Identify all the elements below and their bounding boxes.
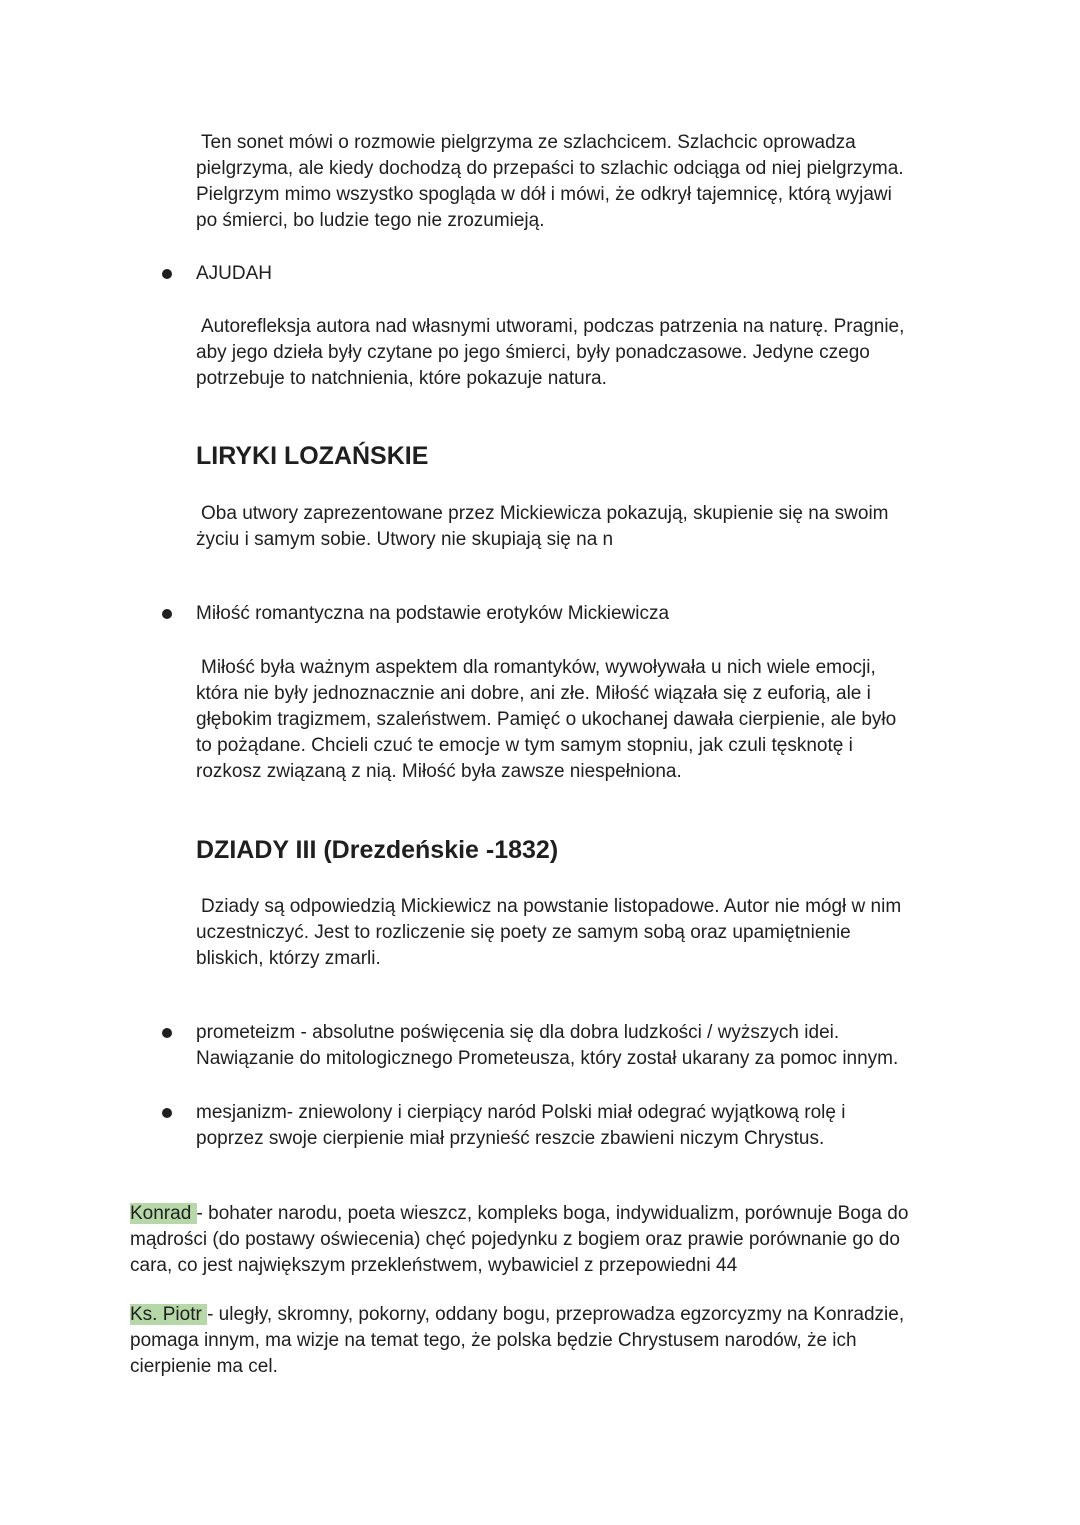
konrad-highlight: Konrad bbox=[130, 1203, 197, 1224]
liryki-intro-paragraph: Oba utwory zaprezentowane przez Mickiewicza pokazują, skupienie się na swoim życiu i samym sobie. Utwory nie skupiają się na n bbox=[196, 503, 889, 550]
milosc-paragraph: Miłość była ważnym aspektem dla romantyków, wywoływała u nich wiele emocji, która nie były jednoznacznie ani dobre, ani złe. Miłość wiązała się z euforią, ale i głębokim tragizmem, szaleństwem. Pamięć o ukochanej dawała cierpienie, ale było to pożądane. Chcieli czuć te emocje w tym samym stopniu, jak czuli tęsknotę i rozkosz związaną z nią. Miłość była zawsze niespełniona. bbox=[196, 657, 897, 782]
ajudah-summary-paragraph: Autorefleksja autora nad własnymi utworami, podczas patrzenia na naturę. Pragnie, aby jego dzieła były czytane po jego śmierci, były ponadczasowe. Jedyne czego potrzebuje to natchnienia, które pokazuje natura. bbox=[196, 316, 905, 389]
dziady-intro-paragraph: Dziady są odpowiedzią Mickiewicz na powstanie listopadowe. Autor nie mógł w nim uczestniczyć. Jest to rozliczenie się poety ze samym sobą oraz upamiętnienie bliskich, którzy zmarli. bbox=[196, 896, 902, 969]
milosc-list-item: Miłość romantyczna na podstawie erotyków Mickiewicza bbox=[196, 603, 670, 624]
piotr-paragraph bbox=[130, 1302, 960, 1380]
prometeizm-list-item: prometeizm - absolutne poświęcenia się dla dobra ludzkości / wyższych idei. Nawiązanie do mitologicznego Prometeusza, który został ukarany za pomoc innym. bbox=[196, 1022, 899, 1069]
sonet-summary-paragraph: Ten sonet mówi o rozmowie pielgrzyma ze szlachcicem. Szlachcic oprowadza pielgrzyma, ale kiedy dochodzą do przepaści to szlachic odciąga od niej pielgrzyma. Pielgrzym mimo wszystko spogląda w dół i mówi, że odkrył tajemnicę, którą wyjawi po śmierci, bo ludzie tego nie zrozumieją. bbox=[196, 132, 904, 231]
piotr-description: - uległy, skromny, pokorny, oddany bogu, przeprowadza egzorcyzmy na Konradzie, pomaga innym, ma wizje na temat tego, że polska będzie Chrystusem narodów, że ich cierpienie ma cel. bbox=[130, 1304, 905, 1377]
bullet-icon bbox=[162, 269, 172, 279]
dziady-heading: DZIADY III (Drezdeńskie -1832) bbox=[196, 836, 559, 864]
konrad-paragraph bbox=[130, 1201, 960, 1279]
piotr-highlight: Ks. Piotr bbox=[130, 1304, 208, 1325]
liryki-heading: LIRYKI LOZAŃSKIE bbox=[196, 442, 429, 470]
konrad-description: - bohater narodu, poeta wieszcz, kompleks boga, indywidualizm, porównuje Boga do mądrości (do postawy oświecenia) chęć pojedynku z bogiem oraz prawie porównanie go do cara, co jest największym przekleństwem, wybawiciel z przepowiedni 44 bbox=[130, 1203, 909, 1276]
mesjanizm-list-item: mesjanizm- zniewolony i cierpiący naród Polski miał odegrać wyjątkową rolę i poprzez swoje cierpienie miał przynieść reszcie zbawieni niczym Chrystus. bbox=[196, 1102, 846, 1149]
ajudah-list-item: AJUDAH bbox=[196, 263, 273, 284]
bullet-icon bbox=[162, 1108, 172, 1118]
bullet-icon bbox=[162, 609, 172, 619]
bullet-icon bbox=[162, 1028, 172, 1038]
